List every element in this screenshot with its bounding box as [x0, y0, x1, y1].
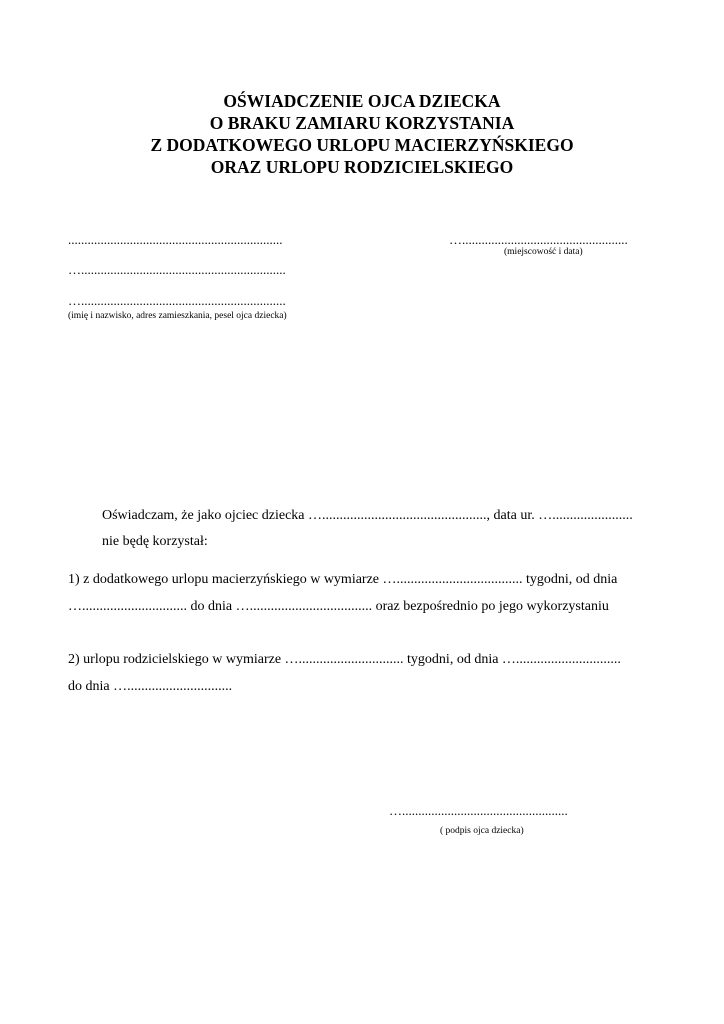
- father-info-caption: (imię i nazwisko, adres zamieszkania, pesel ojca dziecka): [68, 311, 287, 321]
- item-1-line-1: 1) z dodatkowego urlopu macierzyńskiego w wymiarze ….................................... tygodni, od dnia: [68, 572, 618, 587]
- father-info-line-3: …...............................................................: [68, 293, 286, 308]
- title-line-3: Z DODATKOWEGO URLOPU MACIERZYŃSKIEGO: [150, 135, 574, 155]
- title-line-1: OŚWIADCZENIE OJCA DZIECKA: [223, 91, 501, 111]
- item-1-line-2: ….............................. do dnia …................................... oraz bezpośrednio po jego wykorzystaniu: [68, 599, 609, 614]
- father-info-line-1: ..................................................................: [68, 232, 283, 247]
- declaration-line-2: nie będę korzystał:: [102, 534, 208, 549]
- place-date-line: …...................................................: [449, 232, 628, 247]
- item-2-line-2: do dnia …..............................: [68, 679, 233, 694]
- title-line-2: O BRAKU ZAMIARU KORZYSTANIA: [209, 113, 515, 133]
- declaration-line-1: Oświadczam, że jako ojciec dziecka …..............................................., data ur. ….......................: [102, 508, 633, 523]
- item-2-line-1: 2) urlopu rodzicielskiego w wymiarze ….............................. tygodni, od dnia …..............................: [68, 652, 621, 667]
- place-date-caption: (miejscowość i data): [504, 247, 583, 257]
- title-line-4: ORAZ URLOPU RODZICIELSKIEGO: [210, 157, 514, 177]
- father-info-line-2: …...............................................................: [68, 262, 286, 277]
- document-title: [0, 90, 724, 178]
- signature-line: …...................................................: [389, 803, 568, 818]
- signature-caption: ( podpis ojca dziecka): [440, 826, 524, 836]
